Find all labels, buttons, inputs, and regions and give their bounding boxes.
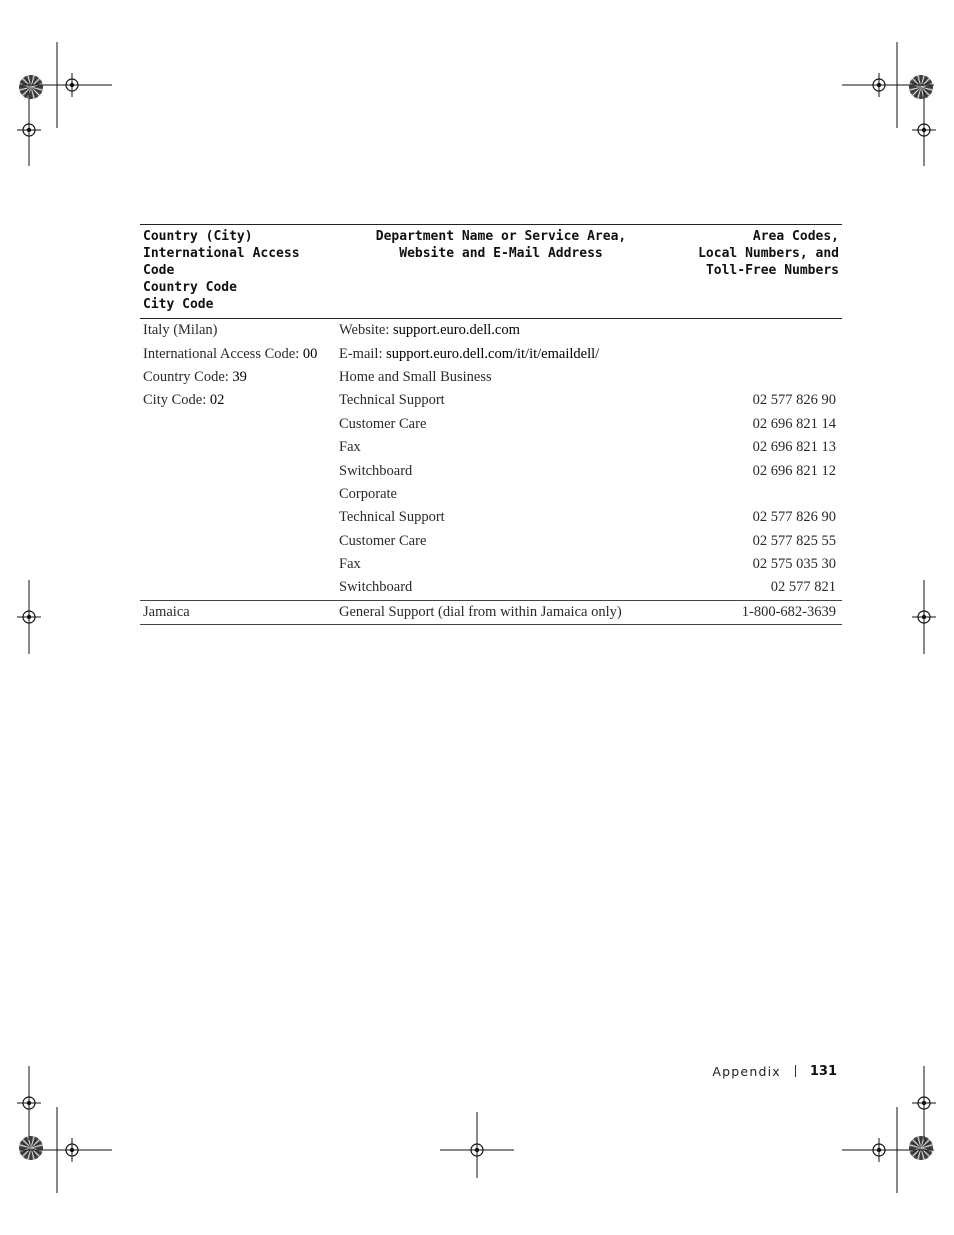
country-name: Italy (Milan) bbox=[143, 322, 218, 339]
table-row bbox=[140, 459, 842, 482]
phone-number: 1-800-682-3639 bbox=[666, 600, 842, 624]
contact-table bbox=[140, 224, 842, 625]
table-row bbox=[140, 530, 842, 553]
phone-number: 02 575 035 30 bbox=[752, 556, 836, 573]
number-cell bbox=[666, 366, 842, 389]
empty-cell bbox=[140, 436, 336, 459]
service-name: General Support (dial from within Jamaica only) bbox=[336, 600, 666, 624]
empty-cell bbox=[140, 576, 336, 600]
table-row bbox=[140, 553, 842, 576]
table-row bbox=[140, 483, 842, 506]
phone-number: 02 577 826 90 bbox=[752, 509, 836, 526]
header-line: Department Name or Service Area, bbox=[375, 229, 627, 244]
country-code-cell bbox=[140, 366, 336, 389]
starburst-icon bbox=[909, 1136, 933, 1160]
number-cell bbox=[666, 342, 842, 365]
number-cell bbox=[666, 483, 842, 506]
service-name: Switchboard bbox=[339, 579, 413, 596]
empty-cell bbox=[140, 483, 336, 506]
email-link[interactable]: support.euro.dell.com/it/it/emaildell/ bbox=[386, 345, 600, 362]
country-code-label: Country Code: bbox=[143, 368, 233, 385]
header-country bbox=[140, 225, 336, 319]
service-name: Fax bbox=[339, 556, 361, 573]
country-name: Jamaica bbox=[140, 600, 336, 624]
page-number: 131 bbox=[809, 1063, 837, 1079]
table-row bbox=[140, 576, 842, 600]
empty-cell bbox=[140, 413, 336, 436]
empty-cell bbox=[140, 506, 336, 529]
access-code-label: International Access Code: bbox=[143, 345, 303, 362]
header-line: Country (City) bbox=[143, 229, 253, 244]
starburst-icon bbox=[909, 75, 933, 99]
header-line: Country Code bbox=[143, 280, 237, 295]
table-row bbox=[140, 436, 842, 459]
table-row bbox=[140, 342, 842, 365]
service-name: Customer Care bbox=[339, 415, 427, 432]
page-footer bbox=[712, 1062, 837, 1080]
service-name: Customer Care bbox=[339, 532, 427, 549]
phone-number: 02 577 821 bbox=[770, 579, 836, 596]
city-code-label: City Code: bbox=[143, 392, 210, 409]
service-name: Technical Support bbox=[339, 509, 445, 526]
header-line: Website and E-Mail Address bbox=[399, 246, 603, 261]
email-label: E-mail: bbox=[339, 345, 387, 362]
table-row bbox=[140, 366, 842, 389]
header-department bbox=[336, 225, 666, 319]
phone-number: 02 696 821 13 bbox=[752, 439, 836, 456]
country-code-value: 39 bbox=[232, 368, 247, 385]
section-heading-corporate: Corporate bbox=[339, 485, 397, 502]
section-heading-home: Home and Small Business bbox=[339, 368, 492, 385]
table-row bbox=[140, 319, 842, 343]
number-cell bbox=[666, 319, 842, 343]
table-row bbox=[140, 506, 842, 529]
table-row bbox=[140, 389, 842, 412]
header-line: International Access Code bbox=[143, 246, 300, 278]
phone-number: 02 696 821 14 bbox=[752, 415, 836, 432]
header-line: Local Numbers, and bbox=[698, 246, 839, 261]
service-name: Switchboard bbox=[339, 462, 413, 479]
email-cell bbox=[336, 342, 666, 365]
city-code-cell bbox=[140, 389, 336, 412]
website-label: Website: bbox=[339, 322, 393, 339]
access-code-cell bbox=[140, 342, 336, 365]
table-row bbox=[140, 600, 842, 624]
header-line: Toll-Free Numbers bbox=[705, 263, 839, 278]
empty-cell bbox=[140, 530, 336, 553]
footer-section-title: Appendix bbox=[712, 1063, 781, 1079]
city-code-value: 02 bbox=[209, 392, 225, 409]
header-line: City Code bbox=[143, 297, 214, 312]
website-link[interactable]: support.euro.dell.com bbox=[393, 322, 520, 339]
header-line: Area Codes, bbox=[752, 229, 839, 244]
service-name: Fax bbox=[339, 439, 361, 456]
table-row bbox=[140, 413, 842, 436]
phone-number: 02 577 826 90 bbox=[752, 392, 836, 409]
starburst-icon bbox=[19, 1136, 43, 1160]
empty-cell bbox=[140, 459, 336, 482]
access-code-value: 00 bbox=[302, 345, 318, 362]
header-numbers bbox=[666, 225, 842, 319]
service-name: Technical Support bbox=[339, 392, 445, 409]
phone-number: 02 696 821 12 bbox=[752, 462, 836, 479]
footer-divider bbox=[795, 1065, 796, 1077]
website-cell bbox=[336, 319, 666, 343]
phone-number: 02 577 825 55 bbox=[752, 532, 836, 549]
empty-cell bbox=[140, 553, 336, 576]
starburst-icon bbox=[19, 75, 43, 99]
table-header-row bbox=[140, 225, 842, 319]
